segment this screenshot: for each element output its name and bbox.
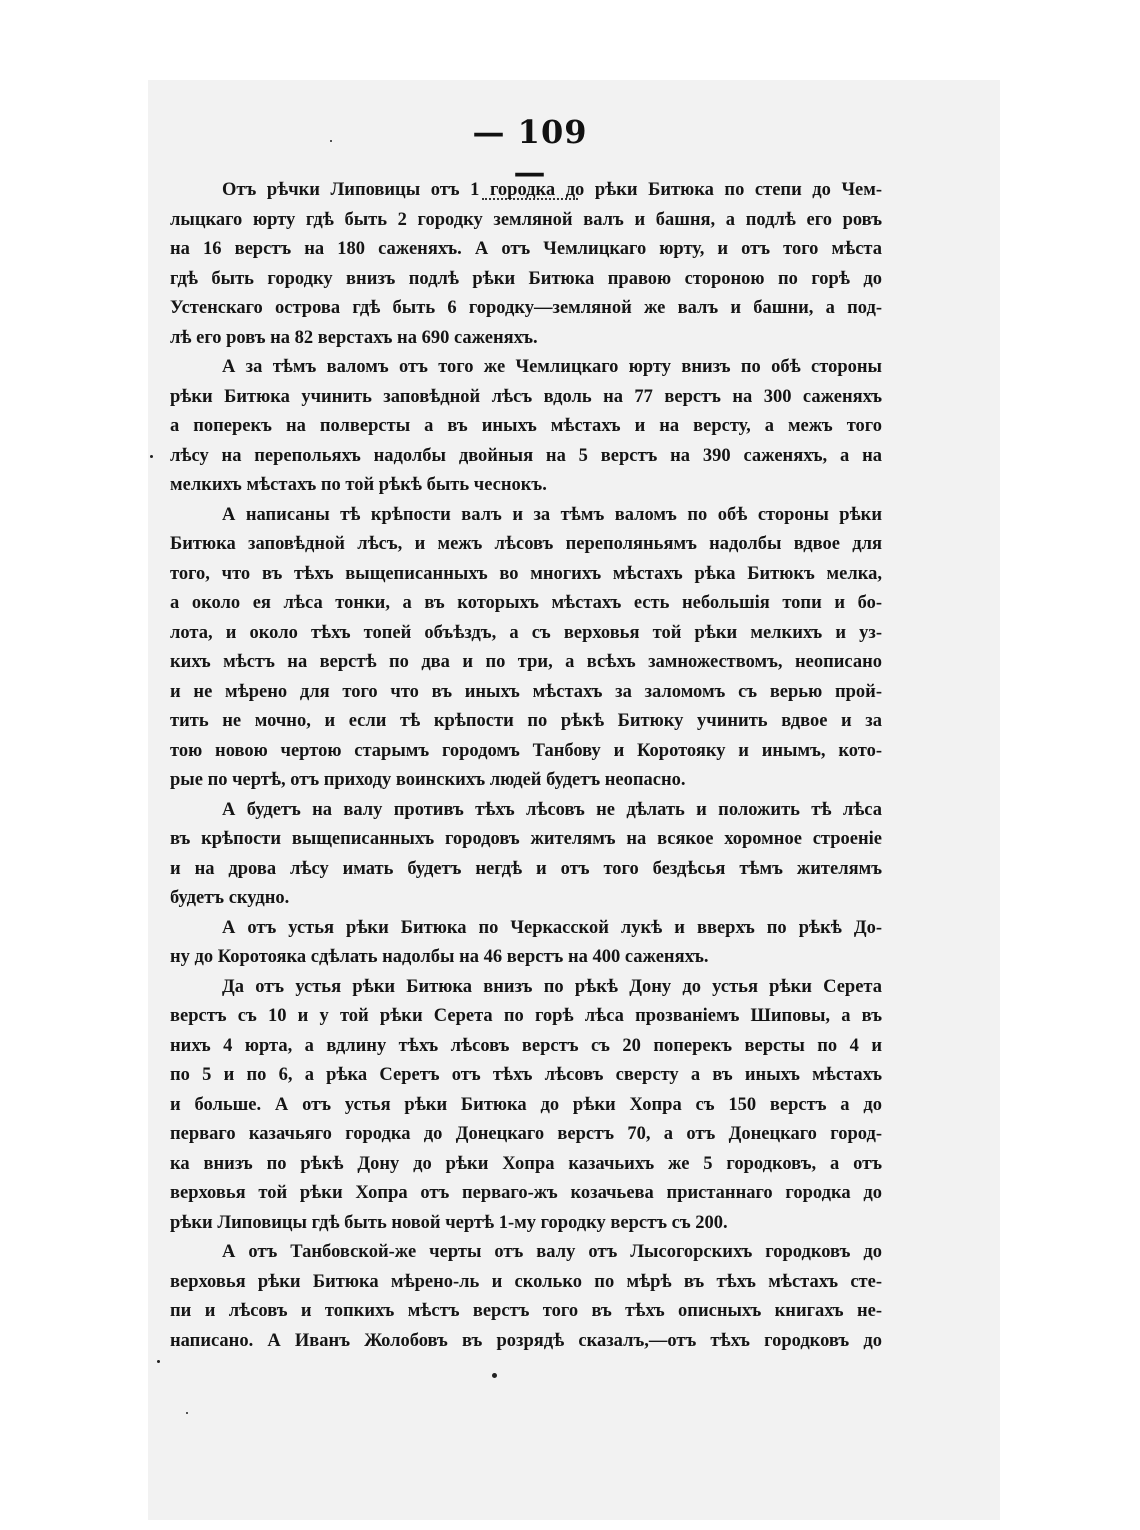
text-line: А за тѣмъ валомъ отъ того же Чемлицкаго юрту внизъ по обѣ стороны	[222, 357, 882, 377]
scan-speck	[492, 1373, 497, 1378]
text-line: на 16 верстъ на 180 саженяхъ. А отъ Чемлицкаго юрту, и отъ того мѣста	[170, 239, 882, 259]
text-line: пи и лѣсовъ и топкихъ мѣстъ верстъ того въ тѣхъ описныхъ книгахъ не-	[170, 1301, 882, 1321]
text-line: А написаны тѣ крѣпости валъ и за тѣмъ валомъ по обѣ стороны рѣки	[222, 504, 882, 525]
text-line: тою новою чертою старымъ городомъ Танбову и Коротояку и инымъ, кото-	[170, 740, 882, 761]
scan-speck	[157, 1360, 160, 1363]
text-line: лота, и около тѣхъ топей объѣздъ, а съ верховья той рѣки мелкихъ и уз-	[170, 622, 882, 643]
text-line: лѣ его ровъ на 82 верстахъ на 690 саженяхъ.	[170, 327, 538, 348]
text-line: верстъ съ 10 и у той рѣки Серета по горѣ лѣса прозваніемъ Шиповы, а въ	[170, 1006, 882, 1026]
scan-speck	[186, 1412, 188, 1414]
text-line: лѣсу на перепольяхъ надолбы двойныя на 5 верстъ на 390 саженяхъ, а на	[170, 445, 882, 466]
text-line: рѣки Липовицы гдѣ быть новой чертѣ 1-му городку верстъ съ 200.	[170, 1212, 728, 1233]
paragraph	[170, 914, 882, 973]
text-line: нихъ 4 юрта, а вдлину тѣхъ лѣсовъ верстъ съ 20 поперекъ версты по 4 и	[170, 1035, 882, 1056]
text-line: тить не мочно, и если тѣ крѣпости по рѣкѣ Битюку учинить вдвое и за	[170, 711, 882, 731]
text-line: гдѣ быть городку внизъ подлѣ рѣки Битюка правою стороною по горѣ до	[170, 268, 882, 289]
paragraph	[170, 973, 882, 1239]
text-line: будетъ скудно.	[170, 888, 290, 908]
text-line: лыцкаго юрту гдѣ быть 2 городку земляной валъ и башня, а подлѣ его ровъ	[170, 209, 882, 230]
text-line: написано. А Иванъ Жолобовъ въ розрядѣ сказалъ,—отъ тѣхъ городковъ до	[170, 1330, 882, 1351]
paragraph	[170, 176, 882, 353]
text-line: рѣки Битюка учинить заповѣдной лѣсъ вдоль на 77 верстъ на 300 саженяхъ	[170, 386, 882, 407]
paragraph	[170, 353, 882, 501]
text-line: и на дрова лѣсу имать будетъ негдѣ и отъ того бездѣсья тѣмъ жителямъ	[170, 858, 882, 879]
text-line: по 5 и по 6, а рѣка Серетъ отъ тѣхъ лѣсовъ сверсту а въ иныхъ мѣстахъ	[170, 1065, 882, 1085]
text-line: ка внизъ по рѣкѣ Дону до рѣки Хопра казачьихъ же 5 городковъ, а отъ	[170, 1153, 882, 1174]
paragraph	[170, 1238, 882, 1356]
text-line: Да отъ устья рѣки Битюка внизъ по рѣкѣ Дону до устья рѣки Серета	[222, 976, 882, 997]
text-line: ну до Коротояка сдѣлать надолбы на 46 верстъ на 400 саженяхъ.	[170, 947, 709, 967]
text-line: верховья той рѣки Хопра отъ перваго-жъ козачьева пристаннаго городка до	[170, 1183, 882, 1203]
scan-speck	[150, 455, 153, 458]
text-line: того, что въ тѣхъ выщеписанныхъ во многихъ мѣстахъ рѣка Битюкъ мелка,	[170, 563, 882, 584]
text-line: кихъ мѣстъ на верстѣ по два и по три, а всѣхъ замножествомъ, неописано	[170, 652, 882, 672]
text-line: а около ея лѣса тонки, а въ которыхъ мѣстахъ есть небольшія топи и бо-	[170, 593, 882, 613]
text-line: и не мѣрено для того что въ иныхъ мѣстахъ за заломомъ съ верью прой-	[170, 681, 882, 702]
page-number: — 109 —	[472, 113, 588, 191]
text-line: мелкихъ мѣстахъ по той рѣкѣ быть чеснокъ.	[170, 475, 547, 495]
text-line: А отъ устья рѣки Битюка по Черкасской лукѣ и вверхъ по рѣкѣ До-	[222, 917, 882, 938]
text-line: верховья рѣки Битюка мѣрено-ль и сколько по мѣрѣ въ тѣхъ мѣстахъ сте-	[170, 1271, 882, 1292]
text-line: Отъ рѣчки Липовицы отъ 1 городка до рѣки Битюка по степи до Чем-	[222, 180, 882, 200]
text-line: въ крѣпости выщеписанныхъ городовъ жителямъ на всякое хоромное строеніе	[170, 829, 882, 849]
text-line: А отъ Танбовской-же черты отъ валу отъ Лысогорскихъ городковъ до	[222, 1242, 882, 1262]
body-text	[170, 176, 882, 1356]
paragraph	[170, 501, 882, 796]
paragraph	[170, 796, 882, 914]
text-line: и больше. А отъ устья рѣки Битюка до рѣки Хопра съ 150 верстъ а до	[170, 1094, 882, 1115]
scan-speck	[330, 140, 332, 142]
text-line: Битюка заповѣдной лѣсъ, и межъ лѣсовъ переполяньямъ надолбы вдвое для	[170, 534, 882, 554]
text-line: перваго казачьяго городка до Донецкаго верстъ 70, а отъ Донецкаго город-	[170, 1124, 882, 1144]
text-line: а поперекъ на полверсты а въ иныхъ мѣстахъ и на версту, а межъ того	[170, 416, 882, 436]
text-line: Устенскаго острова гдѣ быть 6 городку—земляной же валъ и башни, а под-	[170, 298, 882, 318]
text-line: рые по чертѣ, отъ приходу воинскихъ людей будетъ неопасно.	[170, 770, 686, 790]
text-line: А будетъ на валу противъ тѣхъ лѣсовъ не дѣлать и положить тѣ лѣса	[222, 799, 882, 820]
